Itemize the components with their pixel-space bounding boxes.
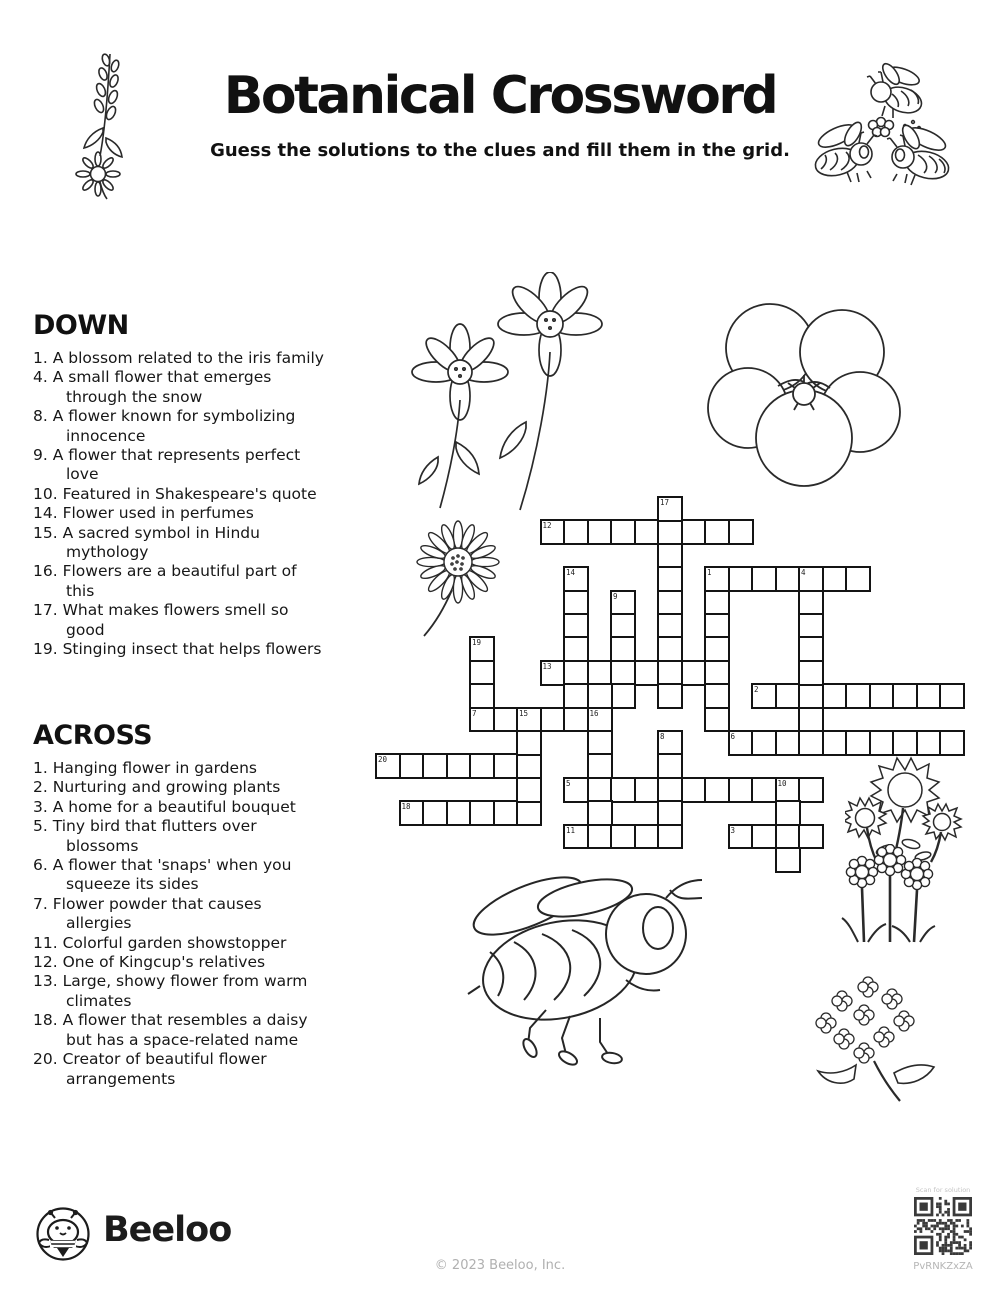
- grid-cell[interactable]: [657, 824, 683, 850]
- clue-down-14: 14. Flower used in perfumes: [33, 504, 254, 523]
- page-title: Botanical Crossword: [223, 66, 777, 126]
- grid-cell[interactable]: [587, 707, 613, 733]
- clue-number: 14.: [33, 504, 58, 523]
- grid-cell[interactable]: [657, 496, 683, 522]
- grid-cell[interactable]: [822, 566, 848, 592]
- grid-cell[interactable]: [563, 707, 589, 733]
- clue-down-8: 8. A flower known for symbolizing innocence: [33, 407, 296, 445]
- grid-cell[interactable]: [728, 824, 754, 850]
- grid-cell[interactable]: [798, 613, 824, 639]
- qr-code-id: PvRNKZxZA: [913, 1261, 973, 1272]
- grid-cell[interactable]: [704, 566, 730, 592]
- grid-cell[interactable]: [657, 660, 683, 686]
- grid-cell-number: 14: [566, 568, 576, 578]
- grid-cell[interactable]: [469, 707, 495, 733]
- grid-cell[interactable]: [728, 519, 754, 545]
- grid-cell[interactable]: [422, 800, 448, 826]
- clue-down-16: 16. Flowers are a beautiful part of this: [33, 562, 297, 600]
- grid-cell[interactable]: [798, 636, 824, 662]
- copyright-text: © 2023 Beeloo, Inc.: [434, 1258, 566, 1273]
- grid-cell[interactable]: [657, 730, 683, 756]
- grid-cell[interactable]: [399, 753, 425, 779]
- clue-number: 8.: [33, 407, 48, 426]
- grid-cell[interactable]: [798, 660, 824, 686]
- clue-number: 6.: [33, 856, 48, 875]
- grid-cell[interactable]: [822, 730, 848, 756]
- grid-cell-number: 6: [730, 732, 736, 741]
- grid-cell[interactable]: [563, 590, 589, 616]
- grid-cell[interactable]: [563, 566, 589, 592]
- grid-cell-number: 8: [660, 732, 665, 741]
- grid-cell[interactable]: [610, 660, 636, 686]
- grid-cell[interactable]: [587, 683, 613, 709]
- grid-cell[interactable]: [892, 730, 918, 756]
- grid-cell[interactable]: [751, 777, 777, 803]
- clue-number: 17.: [33, 601, 58, 620]
- grid-cell[interactable]: [469, 753, 495, 779]
- page-subtitle: Guess the solutions to the clues and fill them in the grid.: [210, 140, 790, 161]
- grid-cell[interactable]: [775, 824, 801, 850]
- grid-cell[interactable]: [869, 730, 895, 756]
- clue-down-19: 19. Stinging insect that helps flowers: [33, 640, 322, 659]
- clue-across-18: 18. A flower that resembles a daisy but has a space-related name: [33, 1011, 308, 1049]
- grid-cell-number: 9: [613, 591, 618, 601]
- grid-cell[interactable]: [704, 660, 730, 686]
- grid-cell-number: 10: [777, 778, 787, 788]
- grid-cell-number: 5: [566, 778, 571, 788]
- clue-number: 15.: [33, 523, 58, 542]
- grid-cell-number: 11: [566, 825, 576, 835]
- grid-cell[interactable]: [540, 519, 566, 545]
- clue-down-15: 15. A sacred symbol in Hindu mythology: [33, 523, 260, 562]
- clue-number: 18.: [33, 1011, 58, 1030]
- grid-cell[interactable]: [516, 777, 542, 803]
- grid-cell[interactable]: [681, 519, 707, 545]
- grid-cell[interactable]: [657, 777, 683, 803]
- grid-cell[interactable]: [798, 590, 824, 616]
- grid-cell[interactable]: [798, 777, 824, 803]
- grid-cell[interactable]: [798, 707, 824, 733]
- grid-cell[interactable]: [728, 777, 754, 803]
- grid-cell[interactable]: [728, 730, 754, 756]
- grid-cell[interactable]: [681, 777, 707, 803]
- clue-down-17: 17. What makes flowers smell so good: [33, 601, 289, 639]
- grid-cell[interactable]: [469, 636, 495, 662]
- grid-cell[interactable]: [751, 566, 777, 592]
- grid-cell[interactable]: [563, 660, 589, 686]
- grid-cell[interactable]: [493, 753, 519, 779]
- grid-cell[interactable]: [704, 519, 730, 545]
- clue-down-9: 9. A flower that represents perfect love: [33, 446, 301, 484]
- grid-cell[interactable]: [657, 543, 683, 569]
- grid-cell[interactable]: [728, 566, 754, 592]
- grid-cell[interactable]: [869, 683, 895, 709]
- grid-cell[interactable]: [939, 730, 965, 756]
- grid-cell[interactable]: [822, 683, 848, 709]
- grid-cell[interactable]: [798, 824, 824, 850]
- clue-across-2: 2. Nurturing and growing plants: [33, 778, 281, 797]
- across-heading: ACROSS: [33, 720, 153, 751]
- clue-number: 5.: [33, 817, 48, 836]
- grid-cell[interactable]: [704, 777, 730, 803]
- clue-number: 10.: [33, 484, 58, 503]
- grid-cell[interactable]: [657, 800, 683, 826]
- grid-cell[interactable]: [775, 800, 801, 826]
- grid-cell[interactable]: [916, 683, 942, 709]
- grid-cell[interactable]: [845, 683, 871, 709]
- clue-across-6: 6. A flower that 'snaps' when you squeeze its sides: [33, 856, 292, 894]
- grid-cell[interactable]: [657, 590, 683, 616]
- grid-cell[interactable]: [610, 613, 636, 639]
- grid-cell[interactable]: [587, 660, 613, 686]
- clue-number: 12.: [33, 953, 58, 972]
- grid-cell[interactable]: [610, 683, 636, 709]
- grid-cell[interactable]: [681, 660, 707, 686]
- grid-cell[interactable]: [540, 660, 566, 686]
- grid-cell[interactable]: [516, 800, 542, 826]
- clue-down-1: 1. A blossom related to the iris family: [33, 349, 324, 367]
- clue-across-7: 7. Flower powder that causes allergies: [33, 894, 262, 933]
- grid-cell-number: 3: [730, 825, 736, 835]
- grid-cell-number: 1: [707, 568, 712, 578]
- grid-cell[interactable]: [775, 730, 801, 756]
- grid-cell[interactable]: [516, 753, 542, 779]
- down-heading: DOWN: [33, 310, 129, 341]
- grid-cell[interactable]: [446, 753, 472, 779]
- grid-cell[interactable]: [657, 753, 683, 779]
- grid-cell[interactable]: [704, 707, 730, 733]
- grid-cell[interactable]: [892, 683, 918, 709]
- clue-number: 4.: [33, 368, 48, 387]
- qr-label: Scan for solution: [915, 1186, 971, 1194]
- grid-cell[interactable]: [563, 636, 589, 662]
- grid-cell[interactable]: [657, 613, 683, 639]
- clue-across-1: 1. Hanging flower in gardens: [33, 759, 257, 777]
- grid-cell[interactable]: [798, 566, 824, 592]
- grid-cell-number: 18: [401, 802, 411, 812]
- grid-cell[interactable]: [704, 613, 730, 639]
- grid-cell[interactable]: [751, 683, 777, 709]
- grid-cell[interactable]: [587, 777, 613, 803]
- grid-cell[interactable]: [587, 824, 613, 850]
- grid-cell[interactable]: [634, 777, 660, 803]
- grid-cell[interactable]: [657, 566, 683, 592]
- grid-cell[interactable]: [775, 683, 801, 709]
- grid-cell-number: 4: [801, 568, 806, 578]
- grid-cell[interactable]: [798, 730, 824, 756]
- grid-cell-number: 16: [589, 708, 599, 718]
- grid-cell[interactable]: [563, 519, 589, 545]
- clue-across-3: 3. A home for a beautiful bouquet: [33, 797, 296, 816]
- grid-cell[interactable]: [563, 613, 589, 639]
- grid-cell-number: 13: [542, 661, 552, 671]
- grid-cell[interactable]: [704, 636, 730, 662]
- grid-cell[interactable]: [845, 730, 871, 756]
- grid-cell[interactable]: [798, 683, 824, 709]
- grid-cell[interactable]: [516, 707, 542, 733]
- grid-cell[interactable]: [634, 824, 660, 850]
- grid-cell[interactable]: [516, 730, 542, 756]
- clue-number: 1.: [33, 759, 48, 777]
- clue-number: 3.: [33, 797, 48, 816]
- grid-cell[interactable]: [939, 683, 965, 709]
- brand-name: Beeloo: [103, 1210, 232, 1250]
- grid-cell[interactable]: [563, 824, 589, 850]
- grid-cell[interactable]: [704, 590, 730, 616]
- grid-cell[interactable]: [634, 519, 660, 545]
- clue-number: 2.: [33, 778, 48, 797]
- grid-cell-number: 20: [378, 755, 388, 765]
- grid-cell[interactable]: [704, 683, 730, 709]
- clue-number: 13.: [33, 972, 58, 991]
- grid-cell-number: 17: [660, 498, 670, 507]
- grid-cell[interactable]: [610, 824, 636, 850]
- clue-number: 19.: [33, 640, 58, 659]
- grid-cell-number: 15: [519, 708, 529, 718]
- grid-cell[interactable]: [469, 800, 495, 826]
- grid-cell[interactable]: [540, 707, 566, 733]
- clue-down-4: 4. A small flower that emerges through the snow: [33, 368, 272, 406]
- grid-cell[interactable]: [657, 519, 683, 545]
- grid-cell[interactable]: [751, 730, 777, 756]
- grid-cell[interactable]: [446, 800, 472, 826]
- grid-cell[interactable]: [563, 777, 589, 803]
- grid-cell[interactable]: [610, 636, 636, 662]
- grid-cell[interactable]: [657, 636, 683, 662]
- grid-cell-number: 12: [542, 521, 552, 531]
- grid-cell[interactable]: [587, 800, 613, 826]
- clue-number: 9.: [33, 446, 48, 465]
- clue-number: 1.: [33, 349, 48, 367]
- clue-across-12: 12. One of Kingcup's relatives: [33, 953, 266, 972]
- grid-cell[interactable]: [422, 753, 448, 779]
- grid-cell[interactable]: [845, 566, 871, 592]
- grid-cell[interactable]: [775, 847, 801, 873]
- clue-across-20: 20. Creator of beautiful flower arrangements: [33, 1050, 267, 1088]
- grid-cell[interactable]: [587, 730, 613, 756]
- grid-cell[interactable]: [469, 683, 495, 709]
- grid-cell[interactable]: [657, 683, 683, 709]
- grid-cell[interactable]: [493, 707, 519, 733]
- grid-cell-number: 2: [754, 685, 759, 695]
- grid-cell[interactable]: [469, 660, 495, 686]
- grid-cell[interactable]: [610, 590, 636, 616]
- grid-cell[interactable]: [563, 683, 589, 709]
- grid-cell[interactable]: [610, 777, 636, 803]
- clue-across-5: 5. Tiny bird that flutters over blossoms: [33, 817, 257, 855]
- grid-cell[interactable]: [751, 824, 777, 850]
- grid-cell[interactable]: [587, 519, 613, 545]
- clue-down-10: 10. Featured in Shakespeare's quote: [33, 484, 317, 503]
- grid-cell[interactable]: [916, 730, 942, 756]
- grid-cell[interactable]: [493, 800, 519, 826]
- grid-cell-number: 19: [472, 638, 482, 648]
- clue-number: 11.: [33, 933, 58, 952]
- grid-cell[interactable]: [375, 753, 401, 779]
- grid-cell[interactable]: [634, 660, 660, 686]
- grid-cell[interactable]: [610, 519, 636, 545]
- grid-cell-number: 7: [472, 708, 477, 718]
- grid-cell[interactable]: [775, 566, 801, 592]
- clue-number: 16.: [33, 562, 58, 581]
- grid-cell[interactable]: [775, 777, 801, 803]
- clue-across-11: 11. Colorful garden showstopper: [33, 933, 287, 952]
- grid-cell[interactable]: [399, 800, 425, 826]
- clue-number: 20.: [33, 1050, 58, 1069]
- clue-across-13: 13. Large, showy flower from warm climates: [33, 972, 308, 1010]
- clue-number: 7.: [33, 894, 48, 913]
- grid-cell[interactable]: [587, 753, 613, 779]
